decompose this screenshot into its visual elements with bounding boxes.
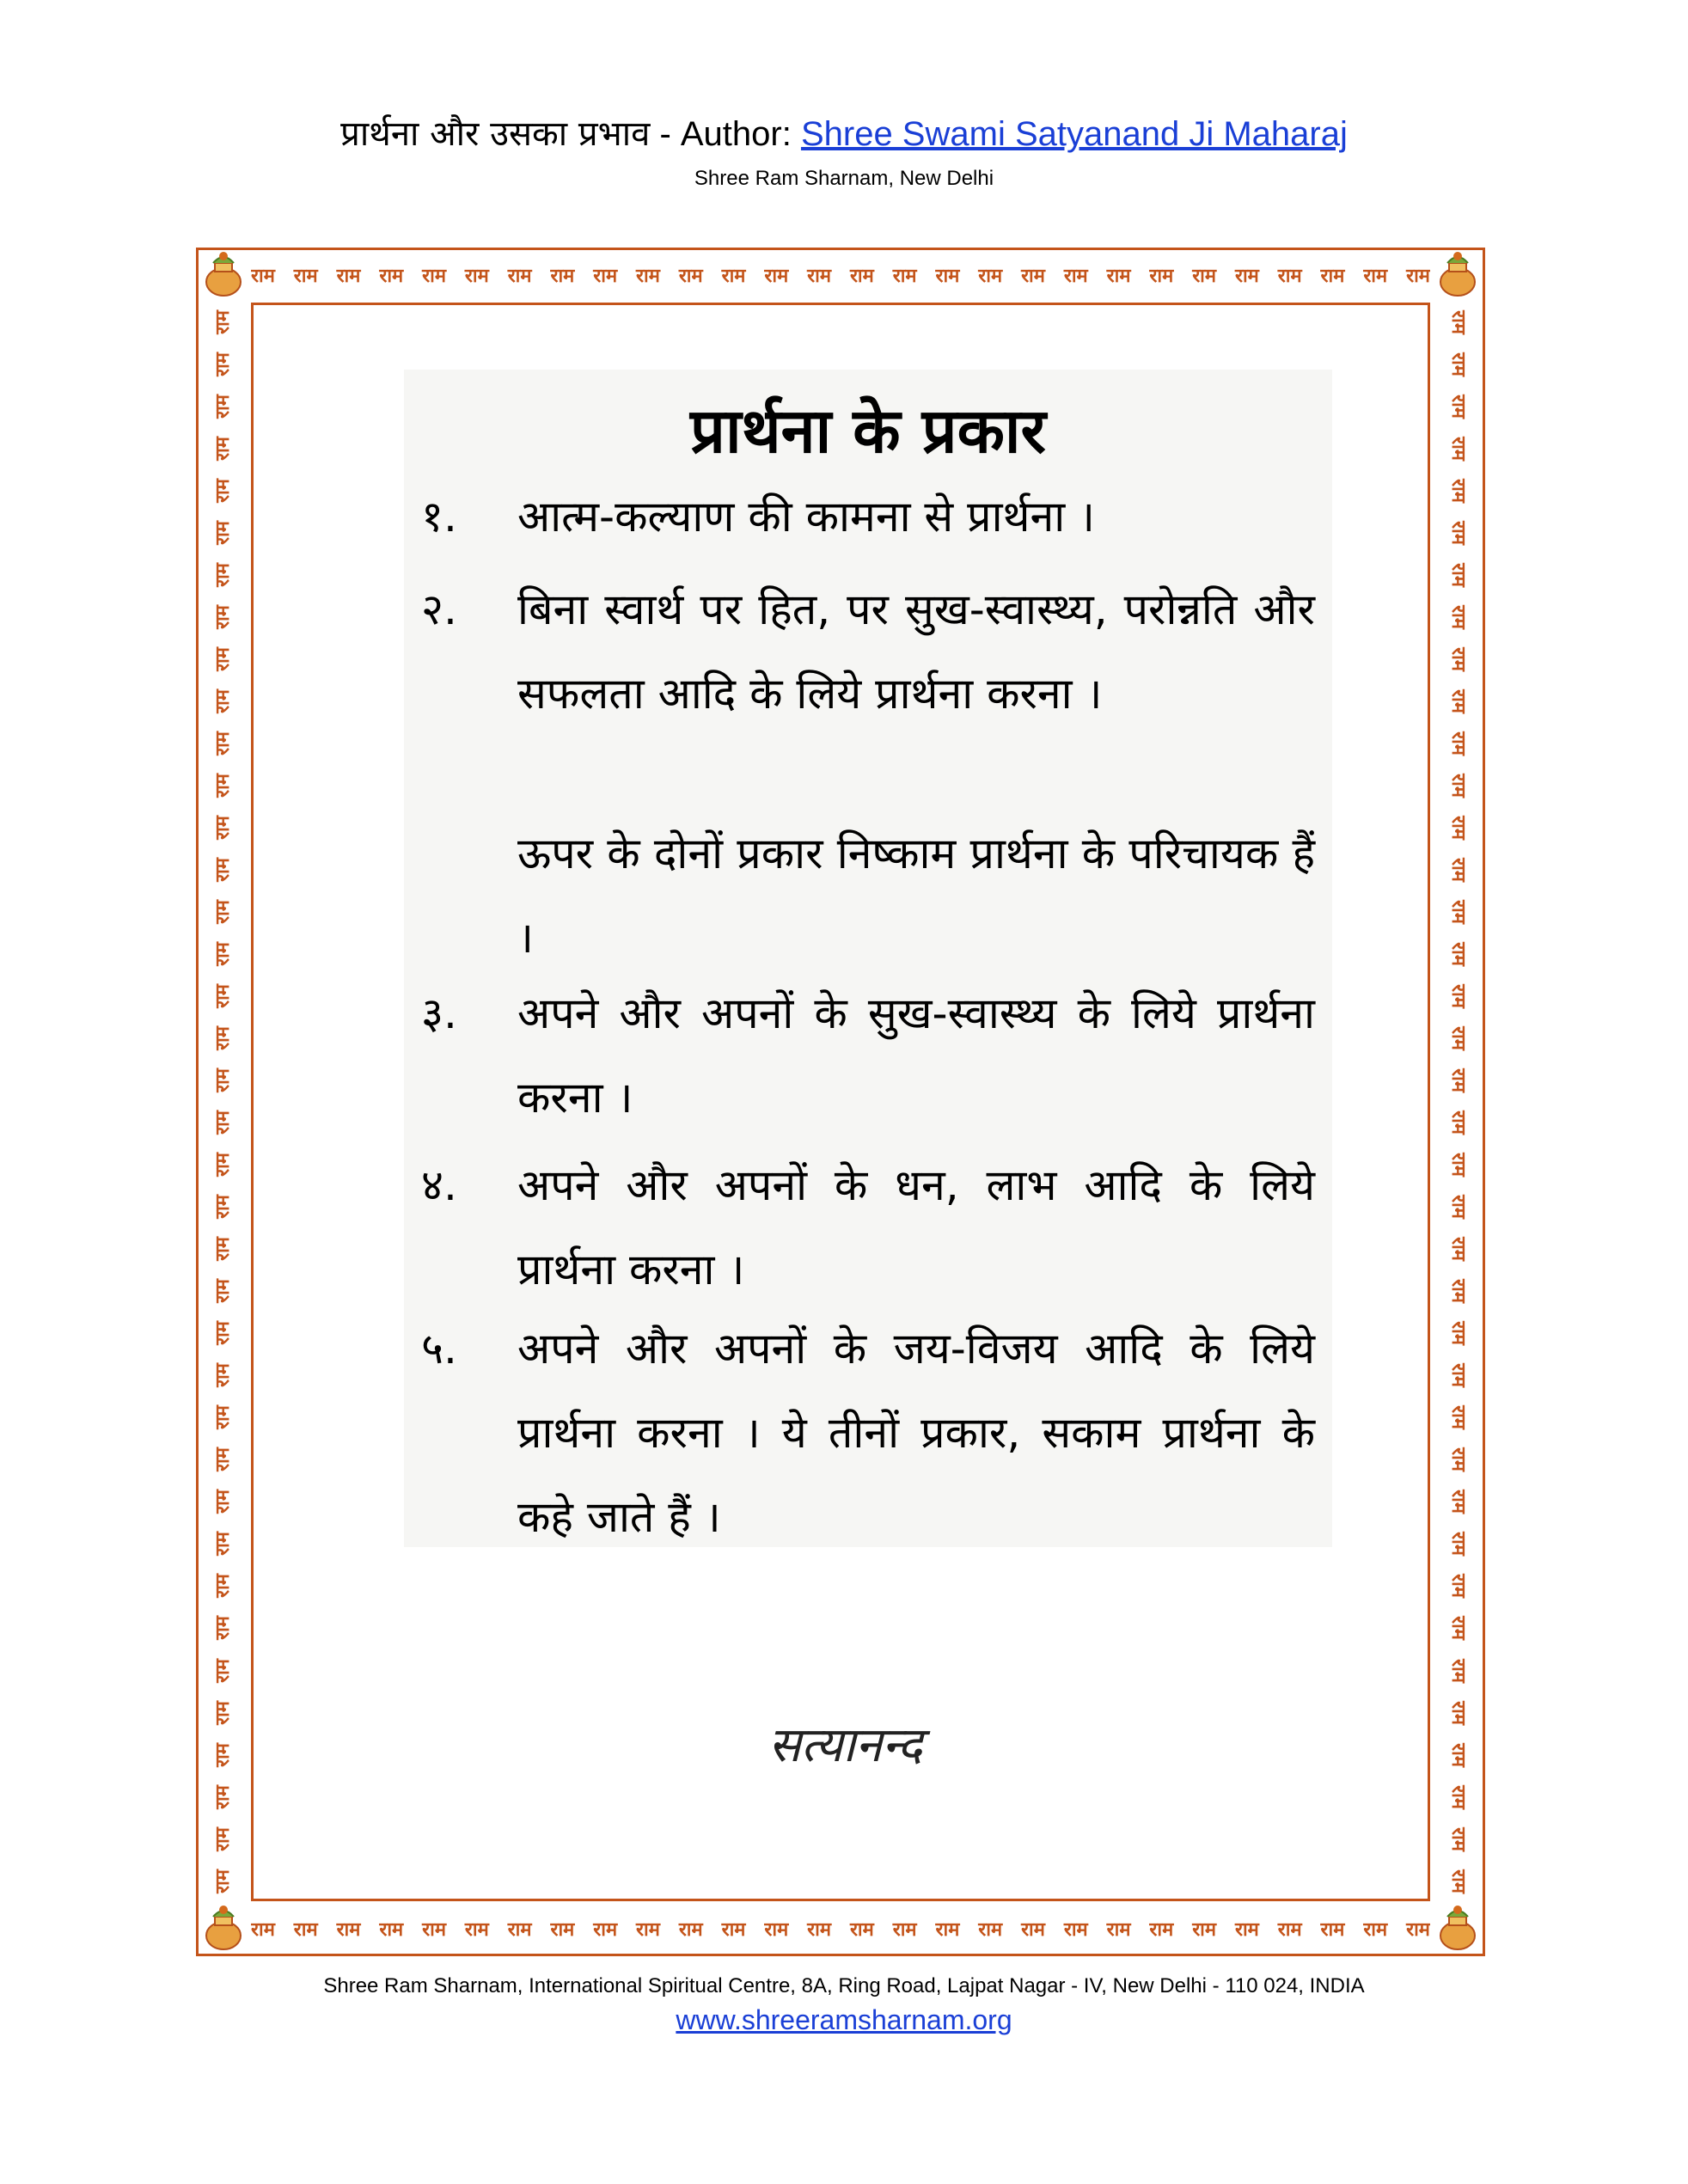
ram-border-word: राम [211, 1616, 234, 1641]
ram-border-word: राम [211, 1405, 234, 1430]
ram-border-word: राम [211, 1363, 234, 1388]
ram-border-word: राम [1277, 266, 1302, 287]
ram-border-word: राम [1446, 479, 1469, 503]
ram-border-word: राम [1446, 689, 1469, 714]
ram-border-word: राम [1320, 1919, 1345, 1941]
item-number: १. [421, 492, 457, 541]
ram-border-top [251, 248, 1430, 303]
footer-address: Shree Ram Sharnam, International Spiritual Centre, 8A, Ring Road, Lajpat Nagar - IV, New Delhi - 110 024, INDIA [323, 1974, 1365, 1997]
header-title-line [0, 110, 1688, 158]
ram-border-word: राम [1446, 605, 1469, 630]
ram-border-word: राम [1446, 1447, 1469, 1472]
signature: सत्यानन्द [768, 1717, 923, 1773]
ram-border-word: राम [1446, 1153, 1469, 1178]
ram-border-word: राम [1446, 1574, 1469, 1599]
ram-border-word: राम [1446, 1616, 1469, 1641]
ram-border-bottom [251, 1901, 1430, 1956]
ram-border-word: राम [1234, 1919, 1259, 1941]
item-number: २. [421, 584, 457, 634]
ram-border-word: राम [1277, 1919, 1302, 1941]
ram-border-word: राम [1406, 266, 1430, 287]
page-title: प्रार्थना और उसका प्रभाव [340, 114, 651, 154]
kalash-corner-icon [1430, 248, 1485, 303]
ram-border-word: राम [1063, 266, 1088, 287]
ram-border-word: राम [211, 1700, 234, 1725]
ram-border-word: राम [211, 479, 234, 503]
ram-border-word: राम [978, 266, 1003, 287]
ram-border-word: राम [422, 1919, 446, 1941]
ram-border-word: राम [379, 266, 404, 287]
ram-border-word: राम [1446, 1405, 1469, 1430]
ram-border-word: राम [764, 266, 789, 287]
ram-border-word: राम [807, 266, 832, 287]
ram-border-word: राम [1363, 266, 1388, 287]
ram-border-word: राम [211, 1574, 234, 1599]
ram-border-word: राम [636, 1919, 660, 1941]
page-footer [0, 1972, 1688, 2036]
ram-border-word: राम [1446, 395, 1469, 419]
ram-border-word: राम [1446, 1826, 1469, 1851]
ram-border-word: राम [1446, 1869, 1469, 1893]
ram-border-word: राम [211, 774, 234, 798]
item-text: अपने और अपनों के सुख-स्वास्थ्य के लिये प्रार्थना करना । [517, 988, 1315, 1123]
ram-border-word: राम [211, 1784, 234, 1809]
ram-border-word: राम [1446, 1237, 1469, 1262]
ram-border-word: राम [464, 266, 489, 287]
ram-border-word: राम [1446, 1026, 1469, 1051]
ram-border-word: राम [978, 1919, 1003, 1941]
ram-border-word: राम [211, 1321, 234, 1346]
ram-border-word: राम [211, 1447, 234, 1472]
ram-border-word: राम [507, 1919, 532, 1941]
item-number: ४. [421, 1160, 457, 1210]
ram-border-word: राम [251, 1919, 275, 1941]
ram-border-word: राम [211, 816, 234, 841]
ram-border-word: राम [211, 1195, 234, 1220]
ram-border-word: राम [211, 395, 234, 419]
ram-border-word: राम [1192, 266, 1217, 287]
ram-border-word: राम [211, 1742, 234, 1767]
ram-border-word: राम [550, 266, 575, 287]
ram-border-word: राम [1446, 1068, 1469, 1093]
item-number: ३. [421, 988, 457, 1038]
ram-border-word: राम [1234, 266, 1259, 287]
ram-border-word: राम [1106, 266, 1131, 287]
ram-border-word: राम [1446, 1742, 1469, 1767]
ram-border-word: राम [507, 266, 532, 287]
ram-border-word: राम [1021, 266, 1045, 287]
item-text: ऊपर के दोनों प्रकार निष्काम प्रार्थना के परिचायक हैं । [517, 829, 1315, 963]
ram-border-word: राम [211, 437, 234, 461]
ram-border-word: राम [1446, 942, 1469, 967]
ram-border-word: राम [593, 1919, 618, 1941]
ram-border-word: राम [678, 266, 703, 287]
prayer-types-panel [404, 370, 1332, 1547]
ram-border-word: राम [211, 1026, 234, 1051]
ram-border-word: राम [1406, 1919, 1430, 1941]
ram-border-word: राम [336, 266, 361, 287]
ram-border-word: राम [211, 1153, 234, 1178]
ram-border-word: राम [211, 731, 234, 756]
ram-border-word: राम [1446, 310, 1469, 334]
kalash-corner-icon [196, 1901, 251, 1956]
ram-border-word: राम [211, 1068, 234, 1093]
kalash-corner-icon [196, 248, 251, 303]
ram-border-word: राम [211, 605, 234, 630]
ram-border-word: राम [678, 1919, 703, 1941]
ram-border-word: राम [1363, 1919, 1388, 1941]
ram-border-word: राम [211, 521, 234, 546]
ram-border-word: राम [1446, 1532, 1469, 1557]
ram-border-word: राम [1446, 774, 1469, 798]
ram-border-word: राम [764, 1919, 789, 1941]
item-text: बिना स्वार्थ पर हित, पर सुख-स्वास्थ्य, परोन्नति और सफलता आदि के लिये प्रार्थना करना । [517, 584, 1315, 719]
ram-border-word: राम [1446, 563, 1469, 588]
ram-border-word: राम [593, 266, 618, 287]
ram-border-word: राम [1446, 647, 1469, 672]
ram-border-word: राम [1446, 731, 1469, 756]
kalash-corner-icon [1430, 1901, 1485, 1956]
page-subtitle: Shree Ram Sharnam, New Delhi [694, 167, 994, 190]
item-number: ५. [421, 1324, 457, 1373]
ram-border-word: राम [211, 647, 234, 672]
ram-border-word: राम [1063, 1919, 1088, 1941]
ram-border-word: राम [211, 1658, 234, 1683]
ram-border-word: राम [1446, 858, 1469, 883]
ram-border-word: राम [1446, 1279, 1469, 1304]
website-link[interactable]: www.shreeramsharnam.org [676, 2004, 1012, 2035]
ram-border-word: राम [211, 1279, 234, 1304]
ram-border-word: राम [1149, 1919, 1174, 1941]
ram-border-word: राम [1446, 900, 1469, 925]
ram-border-word: राम [211, 1532, 234, 1557]
ram-border-word: राम [721, 266, 746, 287]
ram-border-word: राम [849, 1919, 874, 1941]
ram-border-word: राम [1446, 1700, 1469, 1725]
ram-border-word: राम [379, 1919, 404, 1941]
ram-border-word: राम [211, 1490, 234, 1514]
ram-border-word: राम [1320, 266, 1345, 287]
ram-border-word: राम [1446, 816, 1469, 841]
item-text: अपने और अपनों के जय-विजय आदि के लिये प्रार्थना करना । ये तीनों प्रकार, सकाम प्रार्थना के कहे जाते हैं । [517, 1324, 1315, 1542]
ram-border-word: राम [1446, 437, 1469, 461]
ram-border-word: राम [336, 1919, 361, 1941]
ram-border-word: राम [211, 352, 234, 376]
ram-border-word: राम [1446, 1195, 1469, 1220]
ram-border-word: राम [1446, 1784, 1469, 1809]
ram-border-word: राम [211, 1869, 234, 1893]
ram-border-word: राम [293, 266, 318, 287]
ram-border-word: राम [1021, 1919, 1045, 1941]
ram-border-word: राम [464, 1919, 489, 1941]
ram-border-right [1430, 303, 1485, 1901]
ram-border-word: राम [721, 1919, 746, 1941]
author-link[interactable]: Shree Swami Satyanand Ji Maharaj [800, 115, 1348, 153]
ram-border-word: राम [935, 266, 960, 287]
author-prefix: - Author: [650, 115, 801, 153]
ram-border-word: राम [1446, 521, 1469, 546]
page-header [0, 110, 1688, 191]
ram-border-word: राम [1446, 352, 1469, 376]
ram-border-word: राम [1446, 1321, 1469, 1346]
ram-border-word: राम [1446, 1658, 1469, 1683]
item-text: आत्म-कल्याण की कामना से प्रार्थना । [517, 492, 1096, 541]
ram-border-word: राम [1446, 1363, 1469, 1388]
ram-border-word: राम [1446, 984, 1469, 1009]
ram-border-word: राम [1446, 1110, 1469, 1135]
ram-border-word: राम [422, 266, 446, 287]
ram-border-word: राम [1446, 1490, 1469, 1514]
ram-border-word: राम [849, 266, 874, 287]
ram-border-word: राम [1192, 1919, 1217, 1941]
ram-border-word: राम [211, 900, 234, 925]
ram-border-word: राम [211, 1826, 234, 1851]
ram-border-word: राम [892, 1919, 917, 1941]
ram-border-word: राम [636, 266, 660, 287]
ram-border-word: राम [211, 310, 234, 334]
ram-border-word: राम [211, 858, 234, 883]
item-text: अपने और अपनों के धन, लाभ आदि के लिये प्रार्थना करना । [517, 1160, 1315, 1294]
ram-border-word: राम [211, 984, 234, 1009]
ram-border-word: राम [293, 1919, 318, 1941]
ram-border-word: राम [1106, 1919, 1131, 1941]
content-heading: प्रार्थना के प्रकार [689, 395, 1047, 467]
ram-border-word: राम [211, 563, 234, 588]
ram-border-word: राम [935, 1919, 960, 1941]
ram-border-word: राम [211, 1110, 234, 1135]
ram-border-word: राम [251, 266, 275, 287]
ram-border-word: राम [211, 1237, 234, 1262]
ram-border-word: राम [550, 1919, 575, 1941]
ram-border-word: राम [892, 266, 917, 287]
ram-border-word: राम [807, 1919, 832, 1941]
ram-border-word: राम [211, 689, 234, 714]
ram-border-left [196, 303, 251, 1901]
ram-border-word: राम [1149, 266, 1174, 287]
ram-border-word: राम [211, 942, 234, 967]
